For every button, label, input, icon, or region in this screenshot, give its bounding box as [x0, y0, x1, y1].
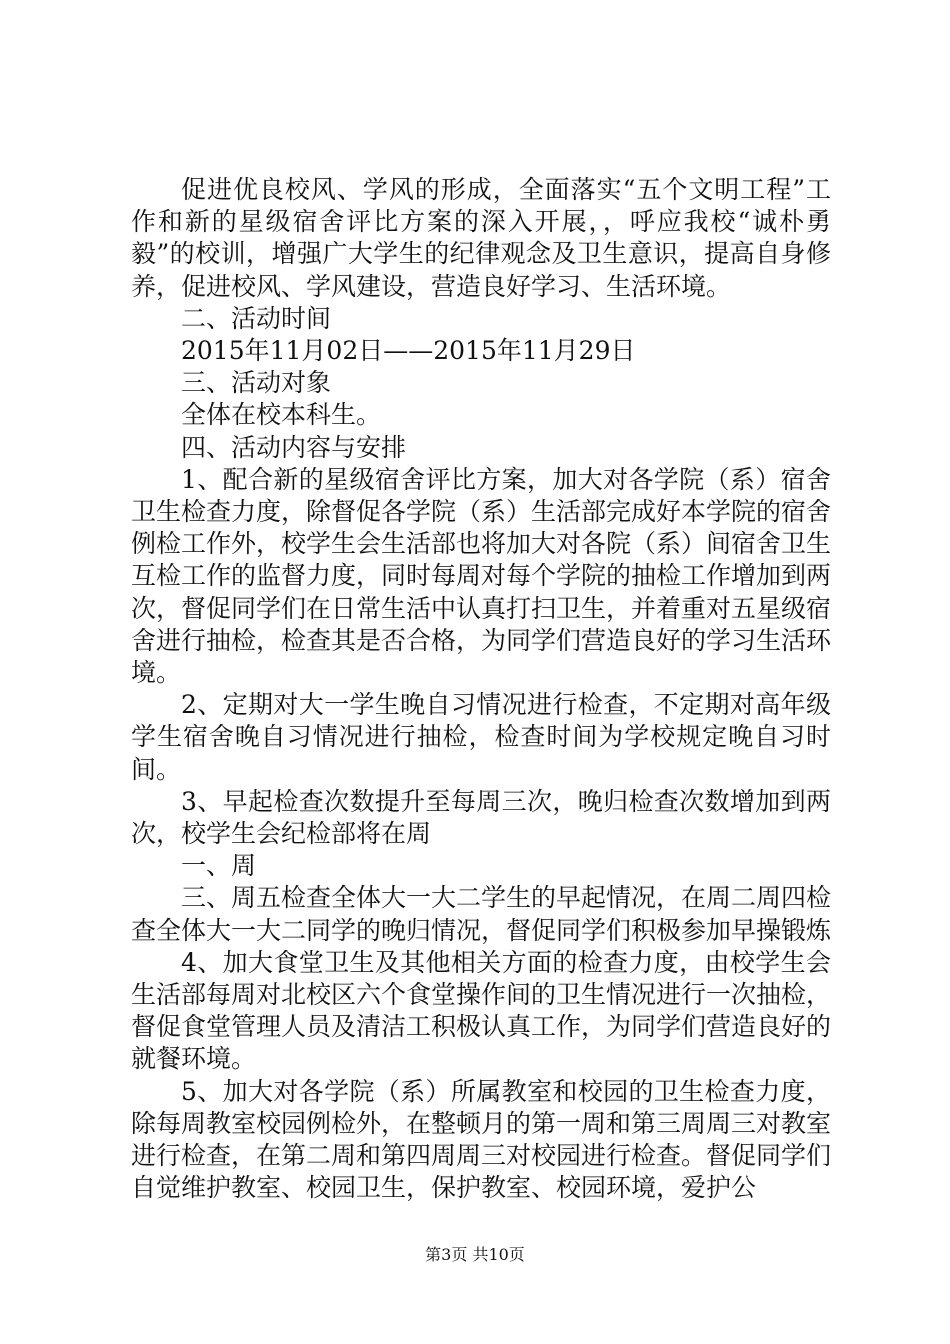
activity-time-range: 2015年11月02日——2015年11月29日 — [181, 336, 636, 366]
page-footer: 第3页 共10页 — [425, 1245, 525, 1264]
heading-activity-content: 四、活动内容与安排 — [181, 432, 407, 462]
heading-activity-time: 二、活动时间 — [181, 303, 332, 333]
paragraph-item-4: 4、加大食堂卫生及其他相关方面的检查力度，由校学生会生活部每周对北校区六个食堂操作间的卫生情况进行一次抽检，督促食堂管理人员及清洁工积极认真工作，为同学们营造良好的就餐环境。 — [131, 947, 832, 1074]
paragraph-item-3: 3、早起检查次数提升至每周三次，晚归检查次数增加到两次，校学生会纪检部将在周 — [131, 786, 831, 849]
paragraph-item-2: 2、定期对大一学生晚自习情况进行检查，不定期对高年级学生宿舍晚自习情况进行抽检，检查时间为学校规定晚自习时间。 — [131, 690, 831, 784]
heading-activity-target: 三、活动对象 — [181, 368, 332, 398]
document-body — [131, 174, 831, 1205]
paragraph-item-5: 5、加大对各学院（系）所属教室和校园的卫生检查力度，除每周教室校园例检外，在整顿月的第一周和第三周周三对教室进行检查，在第二周和第四周周三对校园进行检查。督促同学们自觉维护教室、校园卫生，保护教室、校园环境，爱护公 — [131, 1076, 832, 1203]
paragraph-item-1: 1、配合新的星级宿舍评比方案，加大对各学院（系）宿舍卫生检查力度，除督促各学院（系）生活部完成好本学院的宿舍例检工作外，校学生会生活部也将加大对各院（系）间宿舍卫生互检工作的监督力度，同时每周对每个学院的抽检工作增加到两次，督促同学们在日常生活中认真打扫卫生，并着重对五星级宿舍进行抽检，检查其是否合格，为同学们营造良好的学习生活环境。 — [131, 464, 832, 688]
paragraph-item-3-continued: 三、周五检查全体大一大二学生的早起情况，在周二周四检查全体大一大二同学的晚归情况，督促同学们积极参加早操锻炼 — [131, 883, 832, 945]
paragraph-item-3-fragment: 一、周 — [181, 851, 257, 881]
paragraph-intro: 促进优良校风、学风的形成，全面落实“五个文明工程”工作和新的星级宿舍评比方案的深入开展，，呼应我校“诚朴勇毅”的校训，增强广大学生的纪律观念及卫生意识，提高自身修养，促进校风、学风建设，营造良好学习、生活环境。 — [131, 175, 831, 301]
activity-target-text: 全体在校本科生。 — [181, 400, 382, 430]
